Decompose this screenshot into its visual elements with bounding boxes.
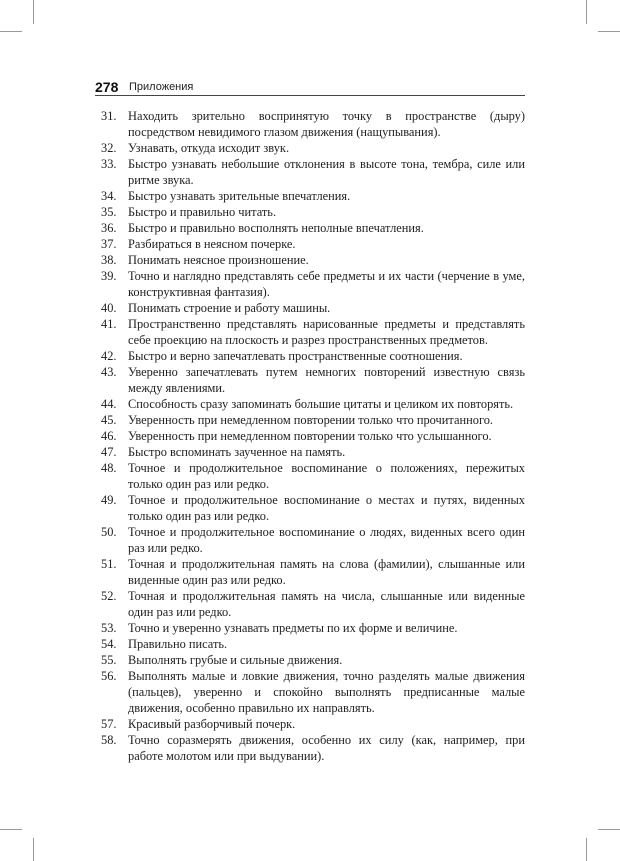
list-item-text: Понимать неясное произношение. <box>128 253 309 267</box>
list-item <box>95 220 525 236</box>
list-item-text: Выполнять грубые и сильные движения. <box>128 653 343 667</box>
list-item <box>95 204 525 220</box>
list-item-text: Выполнять малые и ловкие движения, точно разделять малые движения (пальцев), уверенно и спокойно выполнять предписанные малые движения, особенно правильно их направлять. <box>128 669 525 715</box>
list-item <box>95 556 525 588</box>
list-item <box>95 348 525 364</box>
list-item-number: 56. <box>101 669 117 683</box>
list-item-text: Точная и продолжительная память на слова (фамилии), слышанные или виденные один раз или редко. <box>128 557 525 587</box>
list-item <box>95 732 525 764</box>
crop-mark-top-left-v <box>33 0 34 24</box>
list-item-text: Точное и продолжительное воспоминание о местах и путях, виденных только один раз или редко. <box>128 493 525 523</box>
list-item-text: Быстро и правильно восполнять неполные впечатления. <box>128 221 424 235</box>
list-item-number: 36. <box>101 221 117 235</box>
list-item-text: Быстро вспоминать заученное на память. <box>128 445 346 459</box>
list-item <box>95 252 525 268</box>
list-item-text: Точное и продолжительное воспоминание о людях, виденных всего один раз или редко. <box>128 525 525 555</box>
list-item <box>95 428 525 444</box>
list-item-number: 52. <box>101 589 117 603</box>
list-item-number: 51. <box>101 557 117 571</box>
list-item-text: Узнавать, откуда исходит звук. <box>128 141 290 155</box>
list-item-text: Точно и наглядно представлять себе предметы и их части (черчение в уме, конструктивная фантазия). <box>128 269 525 299</box>
list-item-number: 49. <box>101 493 117 507</box>
list-item <box>95 108 525 140</box>
list-item <box>95 396 525 412</box>
crop-mark-top-left-h <box>0 31 22 32</box>
list-item <box>95 140 525 156</box>
list-item-number: 40. <box>101 301 117 315</box>
section-title: Приложения <box>129 81 194 93</box>
list-item <box>95 268 525 300</box>
list-item-number: 37. <box>101 237 117 251</box>
list-item <box>95 444 525 460</box>
crop-mark-bottom-right-h <box>598 829 620 830</box>
list-item-text: Находить зрительно воспринятую точку в пространстве (дыру) посредством невидимого глазом движения (нащупывания). <box>128 109 525 139</box>
list-item <box>95 156 525 188</box>
list-item-text: Быстро узнавать небольшие отклонения в высоте тона, тембра, силе или ритме звука. <box>128 157 525 187</box>
list-item-text: Быстро и верно запечатлевать пространственные соотношения. <box>128 349 463 363</box>
list-item-number: 39. <box>101 269 117 283</box>
list-item <box>95 412 525 428</box>
list-item-text: Правильно писать. <box>128 637 228 651</box>
list-item-text: Быстро и правильно читать. <box>128 205 277 219</box>
list-item <box>95 492 525 524</box>
list-item-text: Уверенность при немедленном повторении только что прочитанного. <box>128 413 494 427</box>
list-item-number: 50. <box>101 525 117 539</box>
list-item-text: Разбираться в неясном почерке. <box>128 237 296 251</box>
list-item-number: 44. <box>101 397 117 411</box>
list-item-text: Красивый разборчивый почерк. <box>128 717 296 731</box>
list-item <box>95 364 525 396</box>
list-item-text: Пространственно представлять нарисованные предметы и представлять себе проекцию на плоскость и разрез пространственных предметов. <box>128 317 525 347</box>
list-item <box>95 300 525 316</box>
list-item-number: 58. <box>101 733 117 747</box>
list-item-number: 57. <box>101 717 117 731</box>
crop-mark-top-right-h <box>598 31 620 32</box>
list-item <box>95 460 525 492</box>
list-item-number: 41. <box>101 317 117 331</box>
list-item-number: 38. <box>101 253 117 267</box>
list-item <box>95 236 525 252</box>
crop-mark-bottom-left-h <box>0 829 22 830</box>
numbered-list <box>95 108 525 764</box>
list-item-text: Понимать строение и работу машины. <box>128 301 331 315</box>
crop-mark-top-right-v <box>586 0 587 24</box>
list-item <box>95 524 525 556</box>
list-item-text: Способность сразу запоминать большие цитаты и целиком их повторять. <box>128 397 514 411</box>
list-item-number: 53. <box>101 621 117 635</box>
list-item <box>95 636 525 652</box>
list-item <box>95 668 525 716</box>
list-item-number: 42. <box>101 349 117 363</box>
list-item-number: 35. <box>101 205 117 219</box>
crop-mark-bottom-right-v <box>586 838 587 861</box>
list-item-number: 55. <box>101 653 117 667</box>
list-item-text: Уверенно запечатлевать путем немногих повторений известную связь между явлениями. <box>128 365 525 395</box>
running-header <box>95 79 525 96</box>
list-item <box>95 588 525 620</box>
list-item-number: 45. <box>101 413 117 427</box>
crop-mark-bottom-left-v <box>33 838 34 861</box>
list-item-text: Точная и продолжительная память на числа, слышанные или виденные один раз или редко. <box>128 589 525 619</box>
list-item-number: 31. <box>101 109 117 123</box>
list-item-text: Точно и уверенно узнавать предметы по их форме и величине. <box>128 621 458 635</box>
list-item-number: 34. <box>101 189 117 203</box>
list-item-number: 46. <box>101 429 117 443</box>
list-item-text: Точно соразмерять движения, особенно их силу (как, например, при работе молотом или при выдувании). <box>128 733 525 763</box>
list-item-number: 47. <box>101 445 117 459</box>
list-item <box>95 188 525 204</box>
list-item-text: Быстро узнавать зрительные впечатления. <box>128 189 351 203</box>
list-item-number: 43. <box>101 365 117 379</box>
list-item <box>95 316 525 348</box>
list-item-number: 54. <box>101 637 117 651</box>
list-item-text: Уверенность при немедленном повторении только что услышанного. <box>128 429 492 443</box>
list-item-number: 32. <box>101 141 117 155</box>
list-item-text: Точное и продолжительное воспоминание о положениях, пережитых только один раз или редко. <box>128 461 525 491</box>
list-item-number: 33. <box>101 157 117 171</box>
list-item <box>95 620 525 636</box>
list-item <box>95 652 525 668</box>
list-item-number: 48. <box>101 461 117 475</box>
list-item <box>95 716 525 732</box>
page-number: 278 <box>95 79 119 95</box>
